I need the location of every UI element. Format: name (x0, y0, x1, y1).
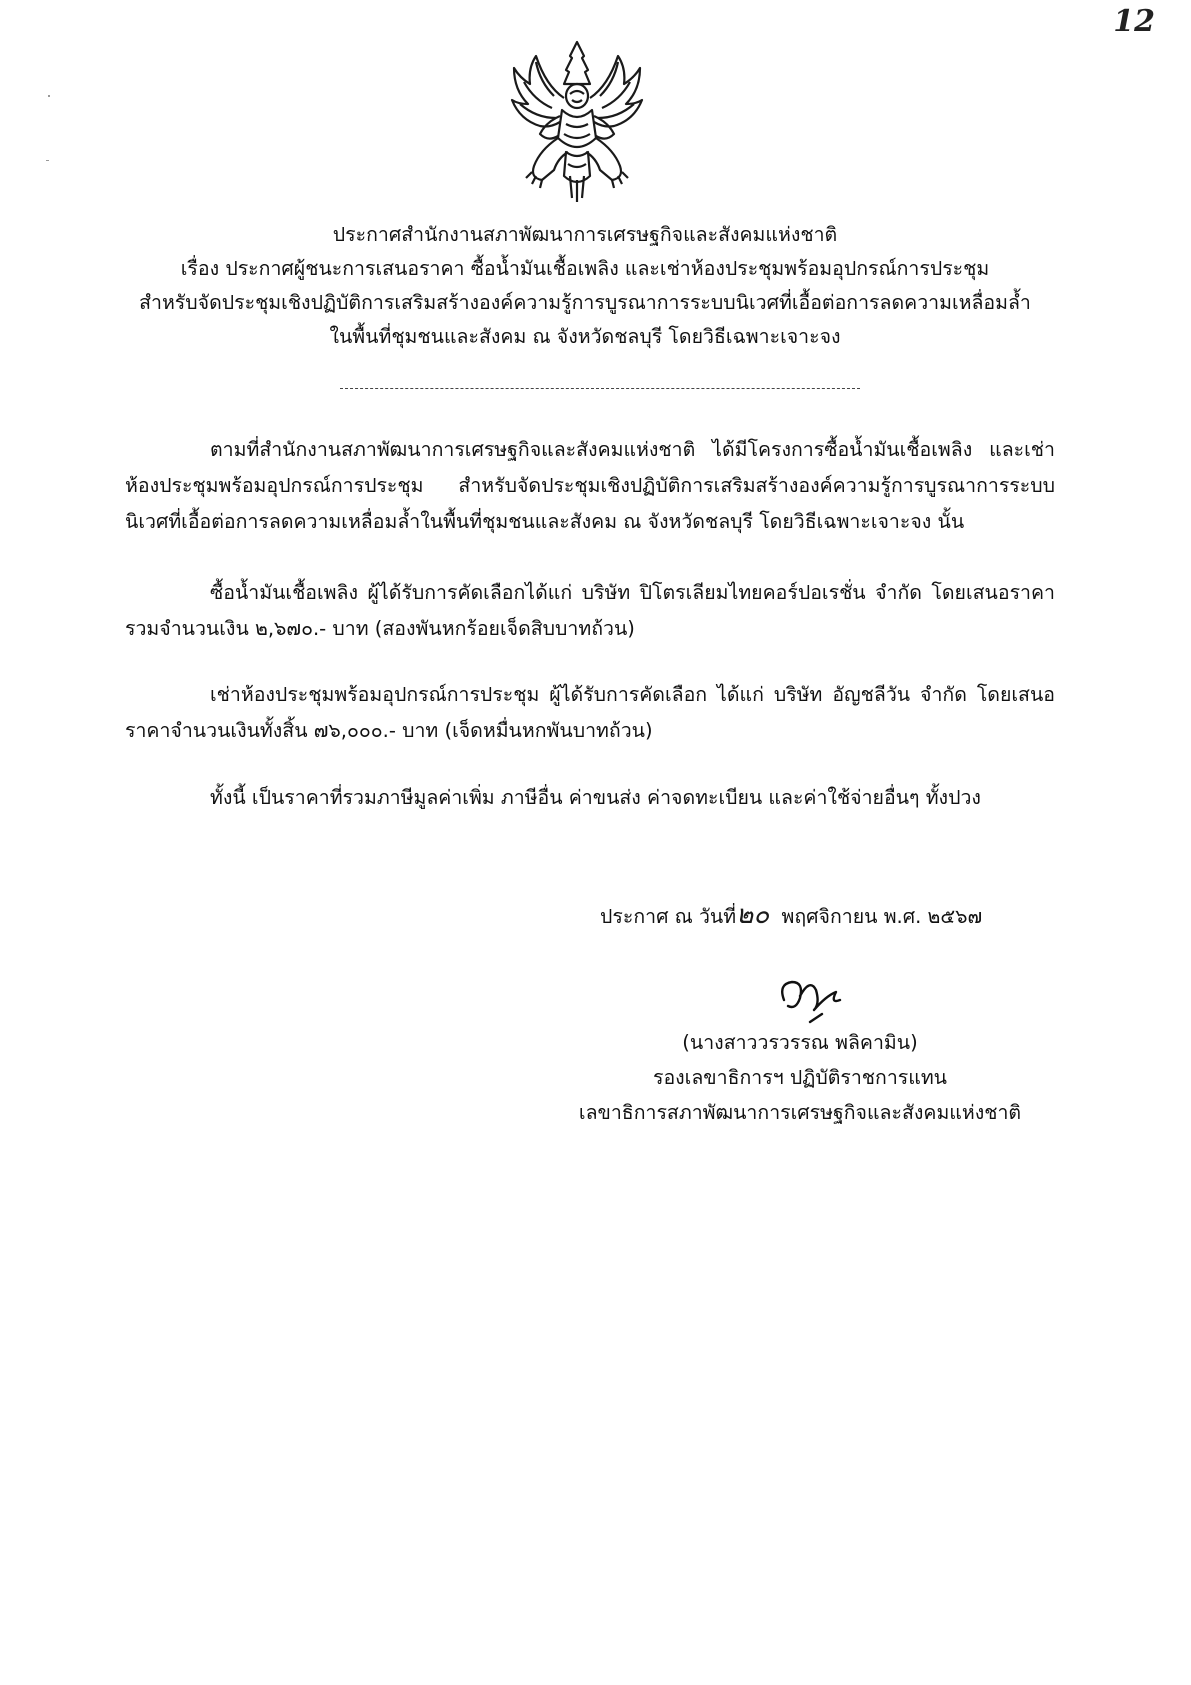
signatory-name: (นางสาววรวรรณ พลิคามิน) (682, 1031, 918, 1054)
garuda-emblem-icon (506, 38, 648, 206)
header-line-3: สำหรับจัดประชุมเชิงปฏิบัติการเสริมสร้างองค์ความรู้การบูรณาการระบบนิเวศที่เอื้อต่อการลดความเหลื่อมล้ำ (139, 291, 1031, 314)
paragraph-4 (125, 780, 1055, 816)
header-separator (340, 388, 860, 389)
signatory-block (560, 1025, 1040, 1130)
header-line-4: ในพื้นที่ชุมชนและสังคม ณ จังหวัดชลบุรี โดยวิธีเฉพาะเจาะจง (329, 325, 841, 348)
paragraph-1 (125, 432, 1055, 540)
paragraph-2-text: ซื้อน้ำมันเชื้อเพลิง ผู้ได้รับการคัดเลือกได้แก่ บริษัท ปิโตรเลียมไทยคอร์ปอเรชั่น จำกัด โดยเสนอราคารวมจำนวนเงิน ๒,๖๗๐.- บาท (สองพันหกร้อยเจ็ดสิบบาทถ้วน) (125, 581, 1055, 640)
date-month-year: พฤศจิกายน พ.ศ. ๒๕๖๗ (781, 905, 983, 928)
date-day-handwritten: ๒๐ (736, 900, 770, 930)
announcement-header (110, 218, 1060, 354)
paragraph-3 (125, 677, 1055, 749)
signatory-position-2: เลขาธิการสภาพัฒนาการเศรษฐกิจและสังคมแห่งชาติ (578, 1101, 1022, 1124)
signatory-position-1: รองเลขาธิการฯ ปฏิบัติราชการแทน (652, 1066, 948, 1089)
paragraph-3-text: เช่าห้องประชุมพร้อมอุปกรณ์การประชุม ผู้ได้รับการคัดเลือก ได้แก่ บริษัท อัญชลีวัน จำกัด โดยเสนอราคาจำนวนเงินทั้งสิ้น ๗๖,๐๐๐.- บาท (เจ็ดหมื่นหกพันบาทถ้วน) (125, 683, 1055, 742)
header-line-1: ประกาศสำนักงานสภาพัฒนาการเศรษฐกิจและสังคมแห่งชาติ (332, 223, 838, 246)
paragraph-2 (125, 575, 1055, 647)
page-number: 12 (1113, 4, 1155, 39)
paragraph-4-text: ทั้งนี้ เป็นราคาที่รวมภาษีมูลค่าเพิ่ม ภาษีอื่น ค่าขนส่ง ค่าจดทะเบียน และค่าใช้จ่ายอื่นๆ ทั้งปวง (210, 786, 981, 809)
date-prefix: ประกาศ ณ วันที่ (600, 905, 737, 928)
handwritten-signature (770, 970, 860, 1030)
announcement-date (600, 894, 982, 935)
header-line-2: เรื่อง ประกาศผู้ชนะการเสนอราคา ซื้อน้ำมันเชื้อเพลิง และเช่าห้องประชุมพร้อมอุปกรณ์การประชุม (180, 257, 990, 280)
paragraph-1-text: ตามที่สำนักงานสภาพัฒนาการเศรษฐกิจและสังคมแห่งชาติ ได้มีโครงการซื้อน้ำมันเชื้อเพลิง และเช่าห้องประชุมพร้อมอุปกรณ์การประชุม สำหรับจัดประชุมเชิงปฏิบัติการเสริมสร้างองค์ความรู้การบูรณาการระบบนิเวศที่เอื้อต่อการลดความเหลื่อมล้ำในพื้นที่ชุมชนและสังคม ณ จังหวัดชลบุรี โดยวิธีเฉพาะเจาะจง นั้น (125, 438, 1055, 533)
